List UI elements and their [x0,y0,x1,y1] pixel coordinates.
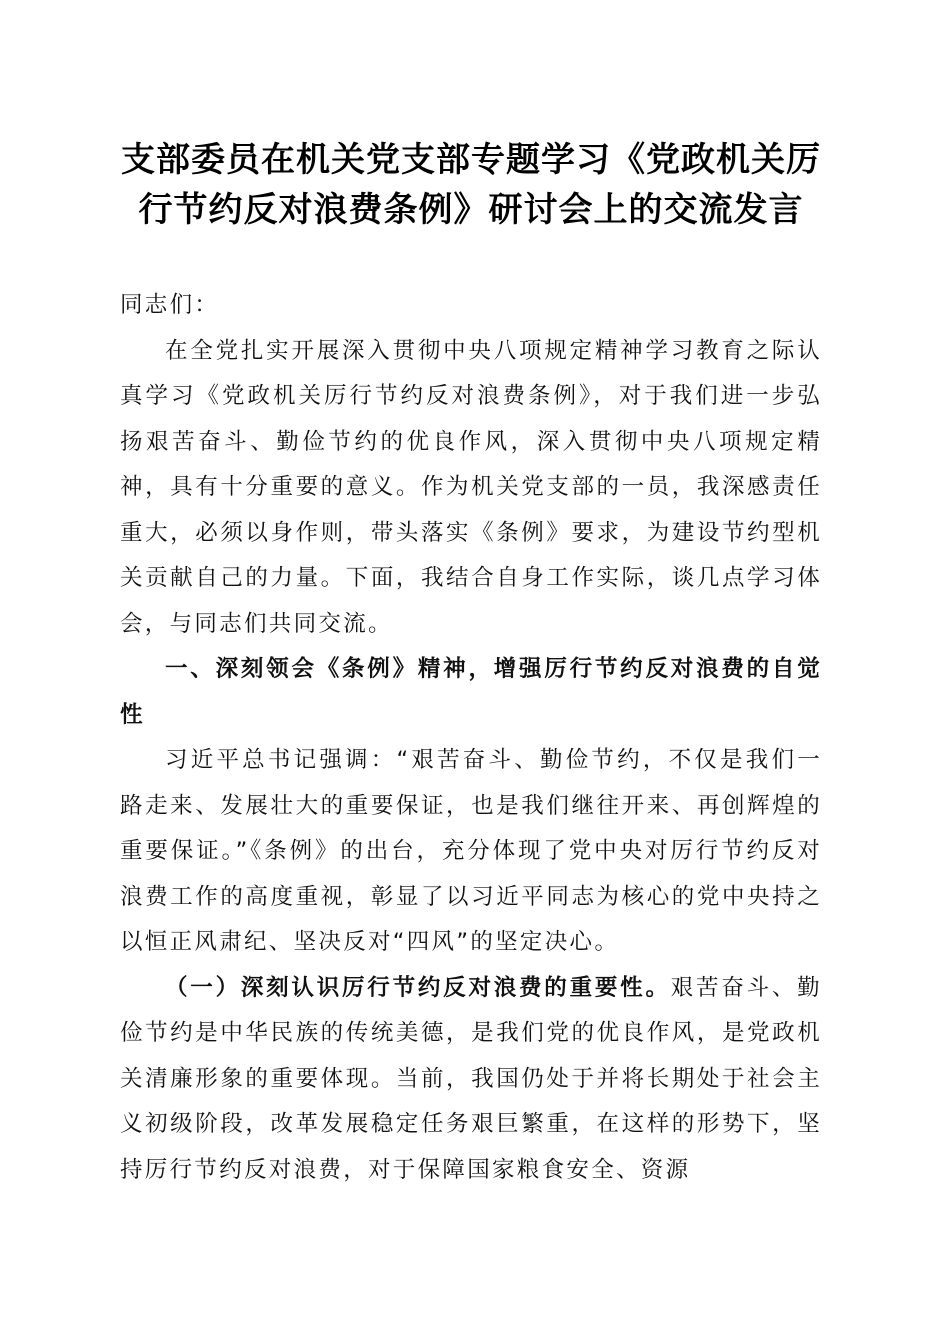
subsection-heading-1: （一）深刻认识厉行节约反对浪费的重要性。 [165,974,671,1001]
document-title [120,135,822,235]
subsection-1-text: 艰苦奋斗、勤俭节约是中华民族的传统美德，是我们党的优良作风，是党政机关清廉形象的重要体现。当前，我国仍处于并将长期处于社会主义初级阶段，改革发展稳定任务艰巨繁重，在这样的形势下，坚持厉行节约反对浪费，对于保障国家粮食安全、资源 [120,974,822,1183]
document-body [120,283,822,1193]
subsection-1-paragraph [120,966,822,1194]
section-heading-1: 一、深刻领会《条例》精神，增强厉行节约反对浪费的自觉性 [120,656,822,728]
title-line-2: 行节约反对浪费条例》研讨会上的交流发言 [138,190,804,230]
greeting: 同志们： [120,292,220,318]
title-line-1: 支部委员在机关党支部专题学习《党政机关厉 [121,140,821,180]
intro-paragraph: 在全党扎实开展深入贯彻中央八项规定精神学习教育之际认真学习《党政机关厉行节约反对浪费条例》，对于我们进一步弘扬艰苦奋斗、勤俭节约的优良作风，深入贯彻中央八项规定精神，具有十分重要的意义。作为机关党支部的一员，我深感责任重大，必须以身作则，带头落实《条例》要求，为建设节约型机关贡献自己的力量。下面，我结合自身工作实际，谈几点学习体会，与同志们共同交流。 [120,337,822,637]
section-1-paragraph: 习近平总书记强调：“艰苦奋斗、勤俭节约，不仅是我们一路走来、发展壮大的重要保证，也是我们继往开来、再创辉煌的重要保证。”《条例》的出台，充分体现了党中央对厉行节约反对浪费工作的高度重视，彰显了以习近平同志为核心的党中央持之以恒正风肃纪、坚决反对“四风”的坚定决心。 [120,747,822,955]
